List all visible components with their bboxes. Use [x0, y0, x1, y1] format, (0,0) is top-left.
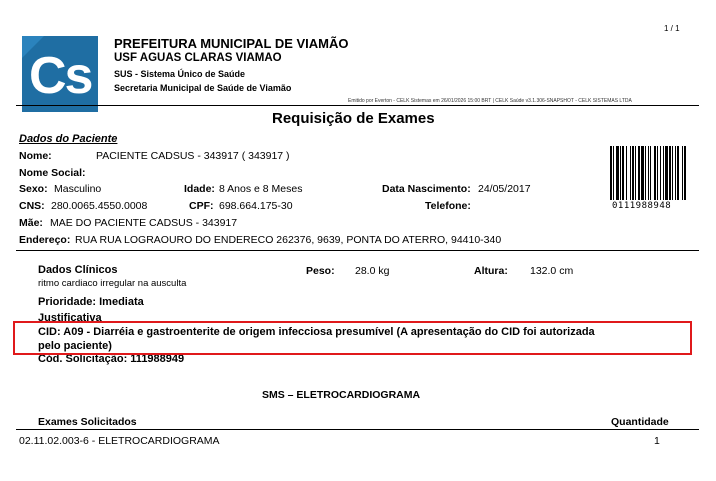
- cns-label: CNS:: [19, 200, 45, 212]
- page-number: 1 / 1: [664, 24, 680, 33]
- cpf-value: 698.664.175-30: [219, 200, 293, 212]
- exam-row-name: 02.11.02.003-6 - ELETROCARDIOGRAMA: [19, 435, 220, 447]
- clinical-title: Dados Clínicos: [38, 264, 118, 276]
- mother-label: Mãe:: [19, 217, 43, 229]
- address-label: Endereço:: [19, 234, 71, 246]
- sex-value: Masculino: [54, 183, 102, 195]
- phone-label: Telefone:: [425, 200, 471, 212]
- birth-value: 24/05/2017: [478, 183, 531, 195]
- cpf-label: CPF:: [189, 200, 214, 212]
- col-exams-header: Exames Solicitados: [38, 416, 137, 428]
- cid-line-2: pelo paciente): [38, 340, 112, 352]
- patient-divider: [16, 250, 699, 251]
- address-value: RUA RUA LOGRAOURO DO ENDERECO 262376, 9639, PONTA DO ATERRO, 94410-340: [75, 234, 502, 246]
- mother-value: MAE DO PACIENTE CADSUS - 343917: [50, 217, 238, 229]
- header-prefeitura: PREFEITURA MUNICIPAL DE VIAMÃO: [114, 36, 349, 51]
- exam-group-title: SMS – ELETROCARDIOGRAMA: [262, 389, 421, 401]
- barcode-number: 0111988948: [612, 201, 672, 211]
- priority: Prioridade: Imediata: [38, 296, 144, 308]
- name-label: Nome:: [19, 150, 52, 162]
- page-title: Requisição de Exames: [272, 110, 435, 127]
- header-secretaria: Secretaria Municipal de Saúde de Viamão: [114, 83, 292, 93]
- barcode-graphic: [610, 146, 686, 200]
- header-divider: [16, 105, 699, 106]
- celk-logo: [22, 36, 98, 112]
- cid-highlight-box: [13, 321, 692, 355]
- age-value: 8 Anos e 8 Meses: [219, 183, 303, 195]
- logo-text: Cs: [29, 47, 92, 105]
- header-unit: USF AGUAS CLARAS VIAMAO: [114, 52, 282, 64]
- patient-section-title: Dados do Paciente: [19, 133, 118, 145]
- age-label: Idade:: [184, 183, 215, 195]
- name-value: PACIENTE CADSUS - 343917 ( 343917 ): [96, 150, 290, 162]
- emitted-by: Emitido por Everton - CELK Sistemas em 26/01/2026 15:00 BRT | CELK Saúde v3.1.306-SNAPSHOT - CELK SISTEMAS LTDA: [348, 98, 632, 104]
- col-qty-header: Quantidade: [611, 416, 669, 428]
- weight-label: Peso:: [306, 265, 335, 277]
- header-sus: SUS - Sistema Único de Saúde: [114, 69, 246, 79]
- exam-row-qty: 1: [654, 435, 660, 447]
- cid-line-1: CID: A09 - Diarréia e gastroenterite de origem infecciosa presumível (A apresentação do CID foi autorizada: [38, 326, 595, 338]
- weight-value: 28.0 kg: [355, 265, 390, 277]
- height-value: 132.0 cm: [530, 265, 574, 277]
- clinical-text: ritmo cardiaco irregular na ausculta: [38, 278, 187, 289]
- birth-label: Data Nascimento:: [382, 183, 471, 195]
- sex-label: Sexo:: [19, 183, 48, 195]
- exams-header-divider: [16, 429, 699, 430]
- height-label: Altura:: [474, 265, 508, 277]
- social-name-label: Nome Social:: [19, 167, 86, 179]
- justification: Justificativa: [38, 312, 102, 324]
- request-code: Cód. Solicitação: 111988949: [38, 353, 185, 365]
- cns-value: 280.0065.4550.0008: [51, 200, 148, 212]
